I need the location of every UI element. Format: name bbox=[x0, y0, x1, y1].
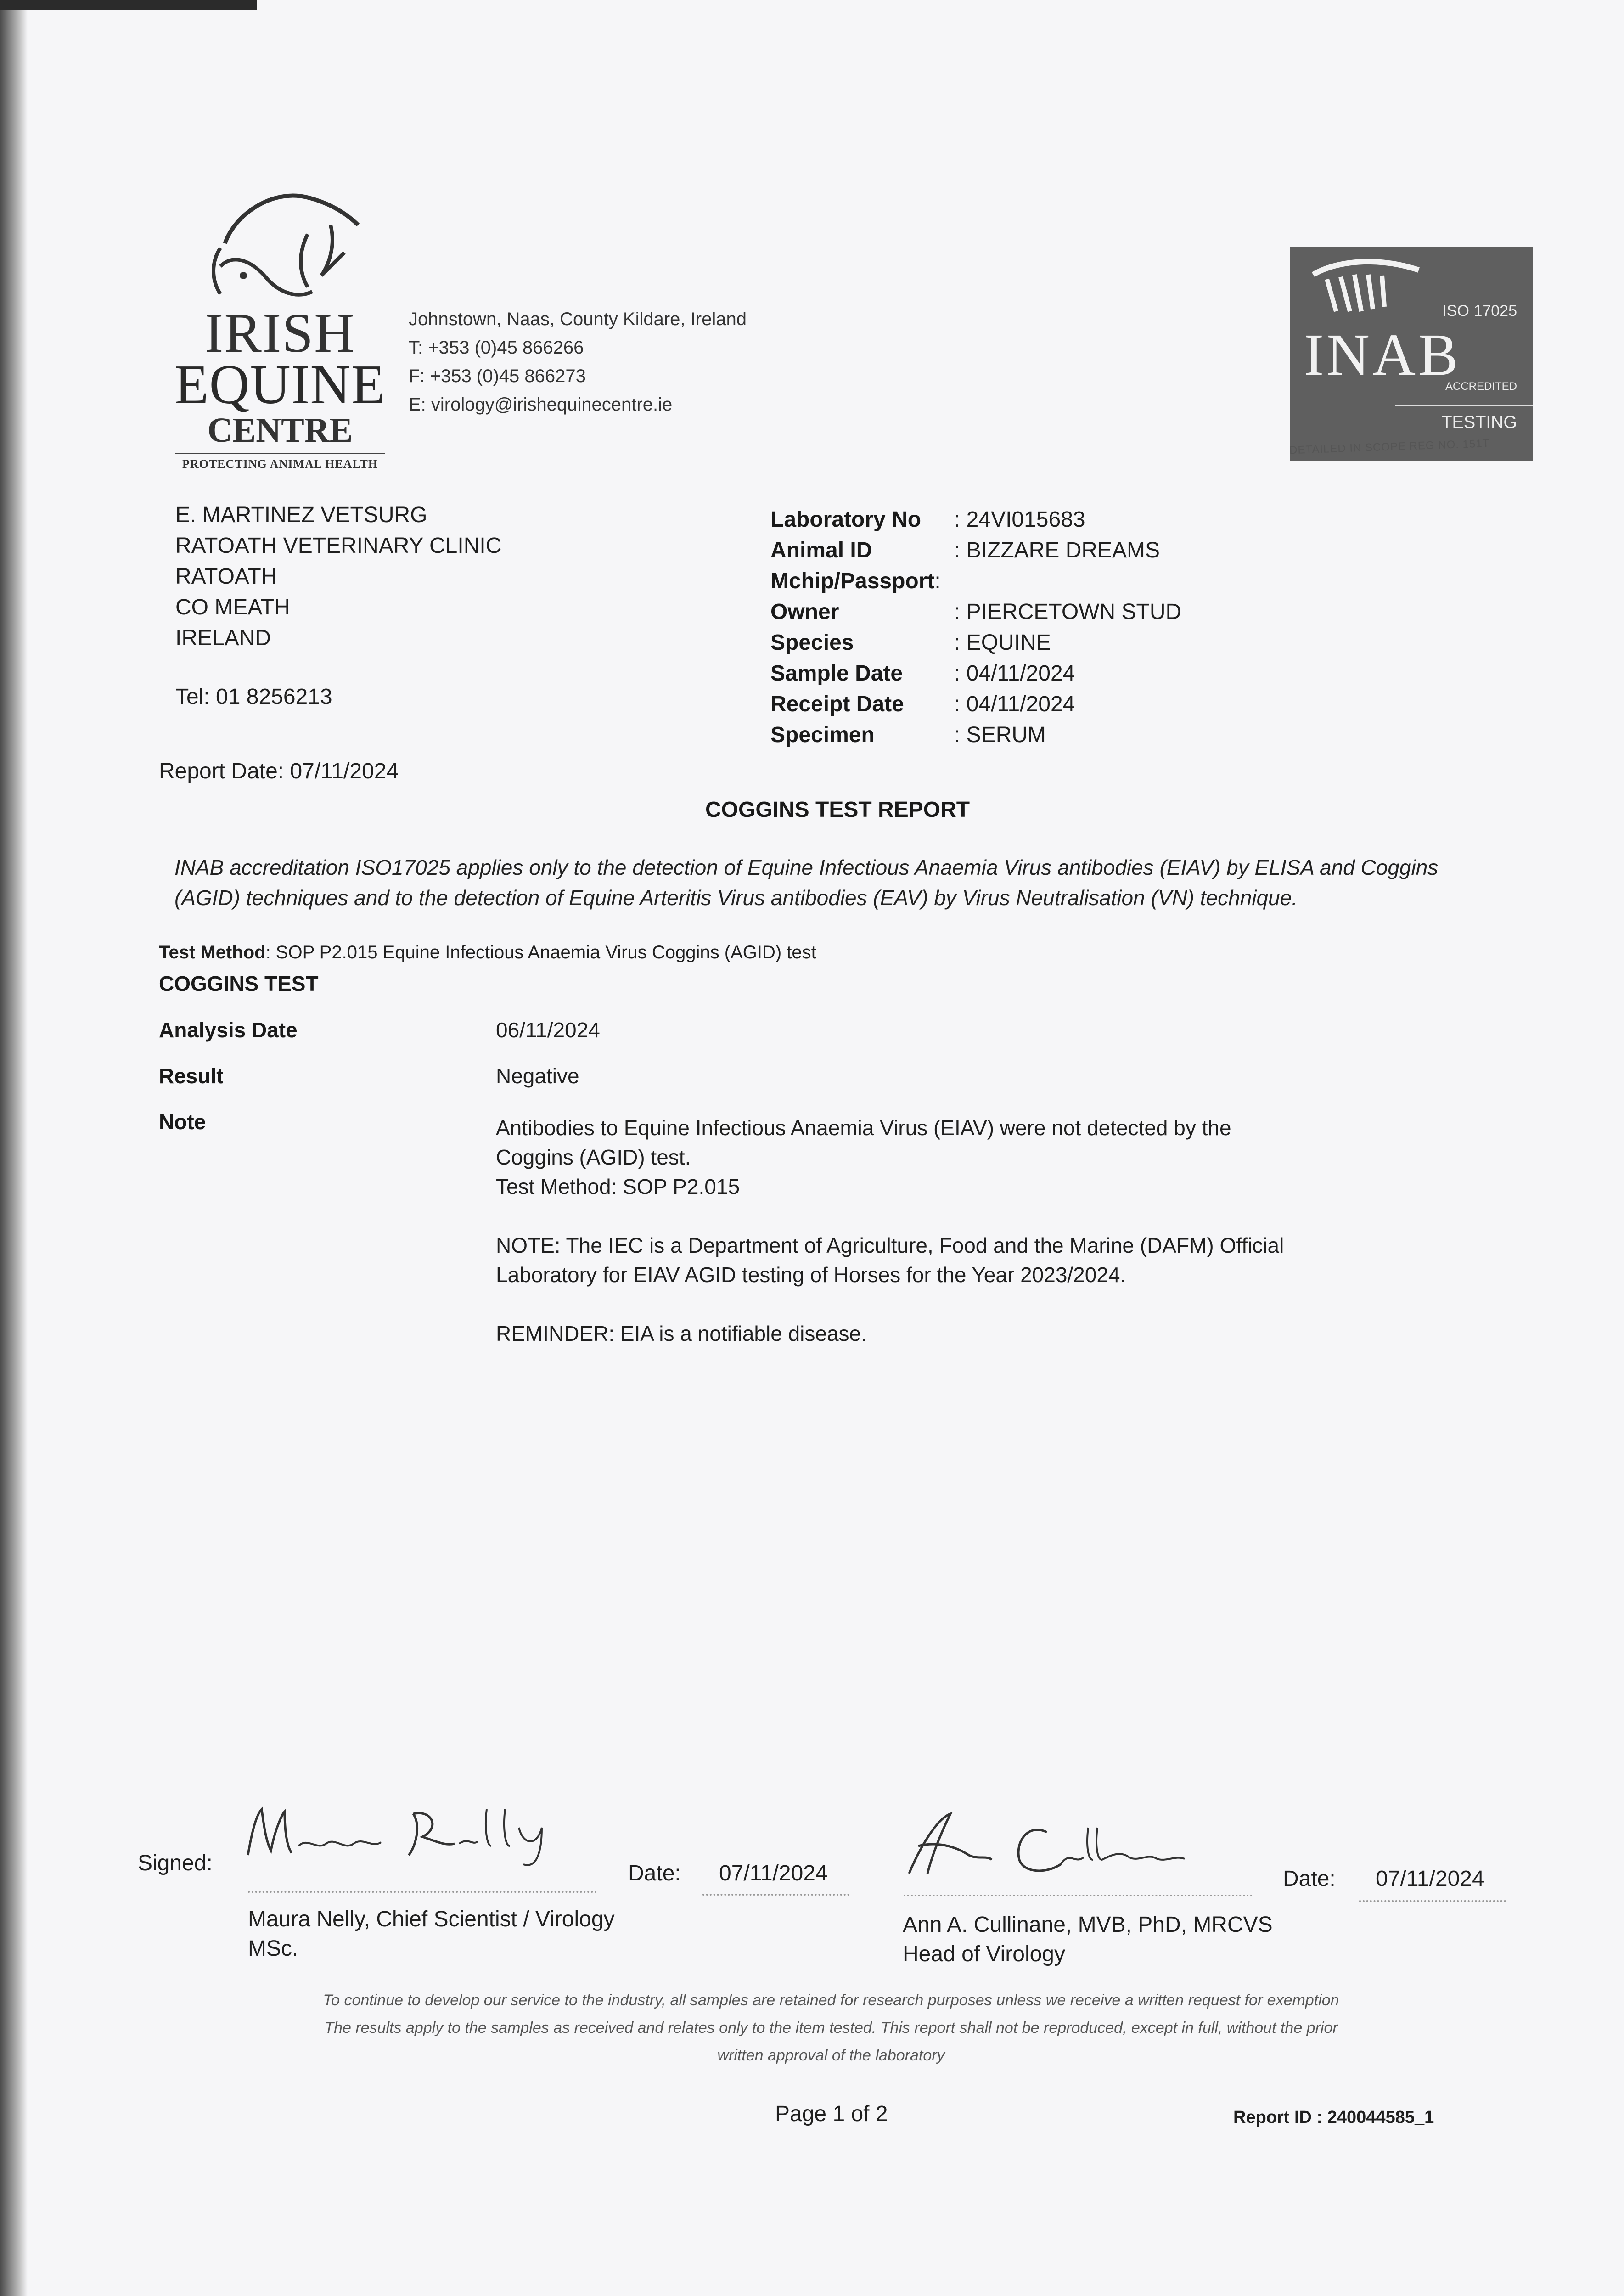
disclaimer-line: The results apply to the samples as received and relates only to the item tested. This report shall not be reproduced, except in full, without the prior bbox=[324, 2019, 1338, 2037]
detail-label: Receipt Date bbox=[770, 692, 904, 716]
recipient-line: E. MARTINEZ VETSURG bbox=[175, 503, 427, 527]
detail-row bbox=[770, 689, 1181, 720]
report-date: Report Date: 07/11/2024 bbox=[159, 759, 399, 783]
detail-value: : 24VI015683 bbox=[954, 507, 1085, 532]
inab-accreditation-badge bbox=[1290, 247, 1533, 461]
inab-scope-text: DETAILED IN SCOPE REG NO. 151T bbox=[1289, 437, 1490, 457]
detail-label: Mchip/Passport bbox=[770, 569, 935, 593]
recipient-line: IRELAND bbox=[175, 626, 271, 650]
scan-edge-shadow bbox=[0, 0, 28, 2296]
recipient-address bbox=[175, 500, 501, 653]
detail-label: Sample Date bbox=[770, 661, 903, 686]
horse-head-icon bbox=[193, 184, 367, 308]
analysis-date-value: 06/11/2024 bbox=[496, 1018, 600, 1042]
logo-word-equine: EQUINE bbox=[174, 354, 386, 416]
date-line bbox=[702, 1894, 849, 1896]
date-line bbox=[1359, 1900, 1506, 1902]
note-paragraph: NOTE: The IEC is a Department of Agriculture, Food and the Marine (DAFM) Official Laboratory for EIAV AGID testing of Horses for the Year 2023/2024. bbox=[496, 1233, 1284, 1287]
test-method-value: : SOP P2.015 Equine Infectious Anaemia Virus Coggins (AGID) test bbox=[265, 942, 816, 962]
sig2-name-block bbox=[903, 1910, 1273, 1969]
logo-tagline: PROTECTING ANIMAL HEALTH bbox=[175, 453, 385, 471]
accreditation-note: INAB accreditation ISO17025 applies only to the detection of Equine Infectious Anaemia Virus antibodies (EIAV) by ELISA and Coggins (AGID) techniques and to the detection of Equine Arteritis Virus antibodies (EAV) by Virus Neutralisation (VN) technique. bbox=[174, 855, 1439, 910]
contact-address: Johnstown, Naas, County Kildare, Ireland bbox=[409, 309, 747, 329]
logo-word-irish: IRISH bbox=[204, 302, 356, 364]
disclaimer-line: To continue to develop our service to the industry, all samples are retained for research purposes unless we receive a written request for exemption bbox=[323, 1992, 1339, 2009]
detail-label: Specimen bbox=[770, 723, 875, 747]
report-id: Report ID : 240044585_1 bbox=[1233, 2108, 1434, 2127]
contact-block bbox=[409, 305, 747, 419]
detail-row bbox=[770, 597, 1181, 627]
detail-value: : BIZZARE DREAMS bbox=[954, 538, 1160, 563]
detail-row bbox=[770, 566, 1181, 597]
scan-top-edge bbox=[0, 0, 257, 10]
note-paragraph: REMINDER: EIA is a notifiable disease. bbox=[496, 1322, 867, 1345]
sig2-date-value: 07/11/2024 bbox=[1376, 1867, 1484, 1891]
detail-value: : bbox=[934, 569, 941, 593]
detail-row bbox=[770, 535, 1181, 566]
detail-label: Animal ID bbox=[770, 538, 872, 563]
detail-label: Species bbox=[770, 630, 854, 655]
detail-value: : PIERCETOWN STUD bbox=[954, 600, 1182, 624]
inab-testing-label: TESTING bbox=[1395, 405, 1533, 437]
detail-value: : EQUINE bbox=[954, 630, 1051, 655]
contact-phone: T: +353 (0)45 866266 bbox=[409, 338, 584, 358]
note-label: Note bbox=[159, 1110, 206, 1134]
inab-swoosh-icon bbox=[1309, 256, 1423, 325]
note-paragraph: Test Method: SOP P2.015 bbox=[496, 1175, 740, 1199]
detail-value: : 04/11/2024 bbox=[954, 692, 1075, 716]
recipient-line: RATOATH VETERINARY CLINIC bbox=[175, 534, 502, 558]
inab-mark: INAB bbox=[1304, 322, 1461, 388]
result-label: Result bbox=[159, 1064, 224, 1088]
logo-word-centre: CENTRE bbox=[207, 411, 353, 450]
contact-email: E: virology@irishequinecentre.ie bbox=[409, 394, 673, 415]
disclaimer-line: written approval of the laboratory bbox=[717, 2047, 945, 2064]
sample-details bbox=[770, 504, 1181, 750]
signature-line bbox=[248, 1891, 597, 1893]
signature-line bbox=[904, 1895, 1253, 1896]
detail-row bbox=[770, 627, 1181, 658]
contact-fax: F: +353 (0)45 866273 bbox=[409, 366, 586, 386]
page-number: Page 1 of 2 bbox=[775, 2102, 888, 2126]
sig1-date-label: Date: bbox=[628, 1861, 681, 1885]
sig1-name-block bbox=[248, 1905, 615, 1964]
detail-value: : SERUM bbox=[954, 723, 1046, 747]
detail-row bbox=[770, 504, 1181, 535]
sig2-date-label: Date: bbox=[1283, 1867, 1336, 1891]
detail-row bbox=[770, 658, 1181, 689]
test-method bbox=[159, 942, 816, 963]
recipient-tel: Tel: 01 8256213 bbox=[175, 685, 332, 709]
detail-label: Laboratory No bbox=[770, 507, 922, 532]
sig2-name: Ann A. Cullinane, MVB, PhD, MRCVS bbox=[903, 1913, 1273, 1937]
signature-ann-cullinane bbox=[900, 1805, 1212, 1883]
inab-iso-label: ISO 17025 bbox=[1442, 302, 1517, 320]
detail-row bbox=[770, 720, 1181, 750]
detail-value: : 04/11/2024 bbox=[954, 661, 1075, 686]
detail-label: Owner bbox=[770, 600, 839, 624]
analysis-date-label: Analysis Date bbox=[159, 1018, 298, 1042]
sig1-name: Maura Nelly, Chief Scientist / Virology bbox=[248, 1907, 615, 1931]
recipient-line: RATOATH bbox=[175, 564, 277, 589]
signature-maura-nelly bbox=[239, 1800, 597, 1869]
result-value: Negative bbox=[496, 1064, 579, 1088]
test-method-label: Test Method bbox=[159, 942, 266, 962]
inab-accredited-label: ACCREDITED bbox=[1445, 380, 1517, 393]
irish-equine-centre-logo bbox=[165, 184, 395, 478]
sig1-date-value: 07/11/2024 bbox=[719, 1861, 828, 1885]
note-body bbox=[496, 1113, 1304, 1378]
sig1-qualification: MSc. bbox=[248, 1936, 298, 1961]
sig2-title: Head of Virology bbox=[903, 1942, 1065, 1966]
signed-label: Signed: bbox=[138, 1851, 213, 1875]
note-paragraph: Antibodies to Equine Infectious Anaemia Virus (EIAV) were not detected by the Coggins (AGID) test. bbox=[496, 1116, 1231, 1169]
disclaimer bbox=[230, 1986, 1433, 2069]
section-heading: COGGINS TEST bbox=[159, 972, 319, 996]
recipient-line: CO MEATH bbox=[175, 595, 290, 619]
report-title: COGGINS TEST REPORT bbox=[705, 798, 970, 822]
